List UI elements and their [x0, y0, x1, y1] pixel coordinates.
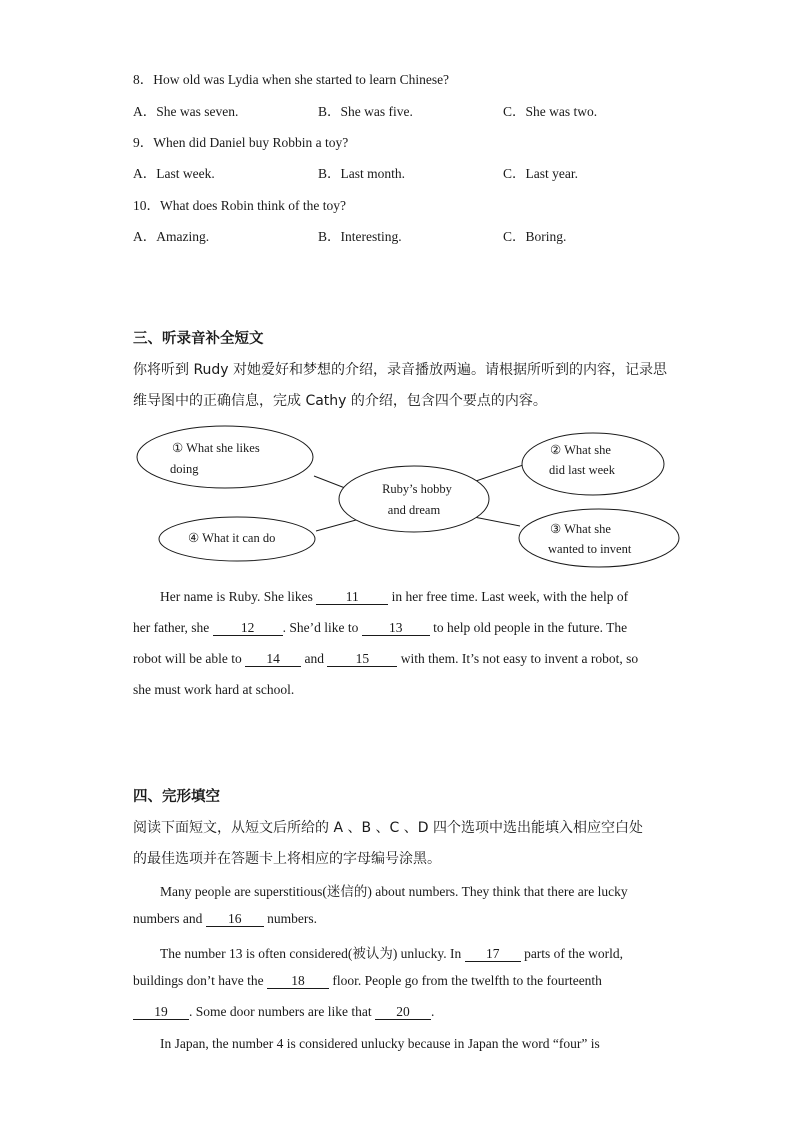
center-node-label-2: and dream — [387, 503, 441, 517]
blank-11[interactable]: 11 — [316, 590, 388, 605]
node-2-label-1: ② What she — [550, 443, 611, 457]
question-8-option-a: A．She was seven. — [133, 104, 239, 119]
passage-ruby-line-1: Her name is Ruby. She likes 11 in her free time. Last week, with the help of — [160, 589, 629, 604]
passage-ruby-line-3: robot will be able to 14 and 15 with them. It’s not easy to invent a robot, so — [133, 651, 639, 666]
connector-4 — [316, 520, 356, 531]
question-10-option-b: B．Interesting. — [318, 229, 402, 244]
cloze-para-2-line-1: The number 13 is often considered(被认为) unlucky. In 17 parts of the world, — [160, 946, 624, 961]
node-1-label-2: doing — [170, 462, 199, 476]
blank-16[interactable]: 16 — [206, 912, 264, 927]
blank-20[interactable]: 20 — [375, 1005, 431, 1020]
section-3-instructions-line-2: 维导图中的正确信息，完成 Cathy 的介绍，包含四个要点的内容。 — [133, 393, 547, 409]
node-3-label-1: ③ What she — [550, 522, 611, 536]
cloze-para-1-line-1: Many people are superstitious(迷信的) about numbers. They think that there are lucky — [160, 884, 628, 899]
blank-14[interactable]: 14 — [245, 652, 301, 667]
blank-15[interactable]: 15 — [327, 652, 397, 667]
cloze-para-2-line-3: 19 . Some door numbers are like that 20 . — [133, 1004, 434, 1020]
cloze-para-3-line-1: In Japan, the number 4 is considered unlucky because in Japan the word “four” is — [160, 1036, 600, 1051]
question-9-stem: 9．When did Daniel buy Robbin a toy? — [133, 135, 349, 150]
cloze-para-1-line-2: numbers and 16 numbers. — [133, 911, 317, 926]
question-9-option-a: A．Last week. — [133, 166, 215, 181]
question-9-option-b: B．Last month. — [318, 166, 405, 181]
connector-2 — [473, 464, 526, 482]
passage-ruby-line-2: her father, she 12 . She’d like to 13 to help old people in the future. The — [133, 620, 628, 635]
question-9-option-c: C．Last year. — [503, 166, 578, 181]
question-8-stem: 8．How old was Lydia when she started to learn Chinese? — [133, 72, 450, 87]
question-8-option-c: C．She was two. — [503, 104, 598, 119]
blank-18[interactable]: 18 — [267, 974, 329, 989]
question-10-option-c: C．Boring. — [503, 229, 567, 244]
passage-ruby-line-4: she must work hard at school. — [133, 682, 295, 697]
section-3-heading: 三、听录音补全短文 — [133, 331, 264, 347]
center-node-label-1: Ruby’s hobby — [382, 482, 452, 496]
connector-1 — [314, 476, 345, 488]
section-3-instructions-line-1: 你将听到 Rudy 对她爱好和梦想的介绍，录音播放两遍。请根据所听到的内容，记录思 — [133, 362, 668, 378]
node-3-label-2: wanted to invent — [548, 542, 632, 556]
question-10-stem: 10．What does Robin think of the toy? — [133, 198, 346, 213]
node-4-label: ④ What it can do — [188, 531, 276, 545]
blank-12[interactable]: 12 — [213, 621, 283, 636]
cloze-para-2-line-2: buildings don’t have the 18 floor. People go from the twelfth to the fourteenth — [133, 973, 602, 988]
blank-17[interactable]: 17 — [465, 947, 521, 962]
node-1-label-1: ① What she likes — [172, 441, 260, 455]
blank-13[interactable]: 13 — [362, 621, 430, 636]
section-4-instructions-line-2: 的最佳选项并在答题卡上将相应的字母编号涂黑。 — [133, 851, 441, 867]
question-8-option-b: B．She was five. — [318, 104, 413, 119]
node-3-what-she-wanted-to-invent — [519, 509, 679, 567]
blank-19[interactable]: 19 — [133, 1005, 189, 1020]
center-node — [339, 466, 489, 532]
section-4-heading: 四、完形填空 — [133, 789, 220, 805]
mind-map — [0, 420, 794, 600]
node-1-what-she-likes-doing — [137, 426, 313, 488]
section-4-instructions-line-1: 阅读下面短文，从短文后所给的 A 、B 、C 、D 四个选项中选出能填入相应空白处 — [133, 820, 643, 836]
connector-3 — [474, 517, 520, 526]
question-10-option-a: A．Amazing. — [133, 229, 210, 244]
node-2-label-2: did last week — [549, 463, 615, 477]
